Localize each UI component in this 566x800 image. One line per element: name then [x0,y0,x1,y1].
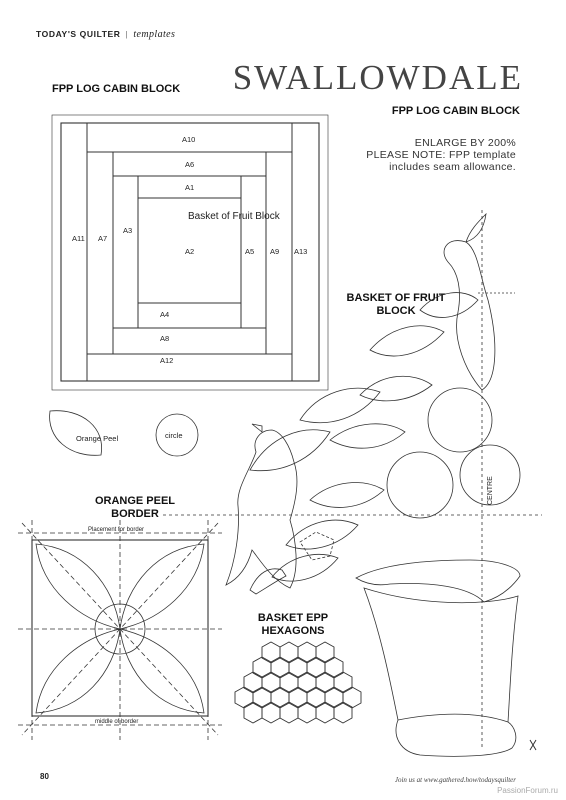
piece-label: A12 [160,356,174,365]
magazine-title: TODAY'S QUILTER [36,29,121,39]
piece-label: A8 [160,334,170,343]
placement-label: Placement for border [88,527,145,533]
piece-label: A9 [270,247,280,256]
piece-label: A1 [185,183,195,192]
header-separator: | [125,29,129,39]
orange-peel-label: Orange Peel [76,434,119,443]
piece-label: A3 [123,226,133,235]
piece-label: A2 [185,247,195,256]
footer-text: Join us at www.gathered.how/todaysquilter [394,776,516,784]
watermark: PassionForum.ru [497,786,558,795]
basket-block-title: BASKET OF FRUIT BLOCK [346,292,446,317]
log-cabin-title: FPP LOG CABIN BLOCK [52,83,181,95]
page-number: 80 [40,772,49,781]
piece-label: A10 [182,135,196,144]
enlarge-text: ENLARGE BY 200% [414,137,516,149]
orange-peel-template [50,411,102,456]
hexagons-title: BASKET EPP HEXAGONS [257,612,329,637]
piece-label: A11 [72,234,85,243]
piece-label: A4 [160,310,170,319]
orange-fruit [387,452,453,518]
log-cabin-subtitle: FPP LOG CABIN BLOCK [391,105,520,117]
orange-peel-border-title: ORANGE PEEL BORDER [94,495,176,520]
basket-body [364,588,518,722]
piece-label: A5 [245,247,255,256]
section-title: templates [133,29,176,40]
note-line-2: includes seam allowance. [389,161,516,173]
brand-title: SWALLOWDALE [232,58,523,97]
basket-foot [396,720,516,756]
piece-label: A7 [98,234,108,243]
pear-leaf [466,214,486,242]
note-line-1: PLEASE NOTE: FPP template [366,149,516,161]
centre-label: CENTRE [487,476,494,505]
basket-rim [356,560,520,602]
block-center-label: Basket of Fruit Block [188,211,280,222]
hexagon-cluster [235,642,361,723]
orange-peel-border-drawing [18,520,222,740]
middle-label: middle of border [95,719,139,725]
basket-of-fruit-drawing [163,210,542,756]
piece-label: A13 [294,247,308,256]
piece-label: A6 [185,160,195,169]
pear [444,241,495,390]
circle-label: circle [165,431,183,440]
